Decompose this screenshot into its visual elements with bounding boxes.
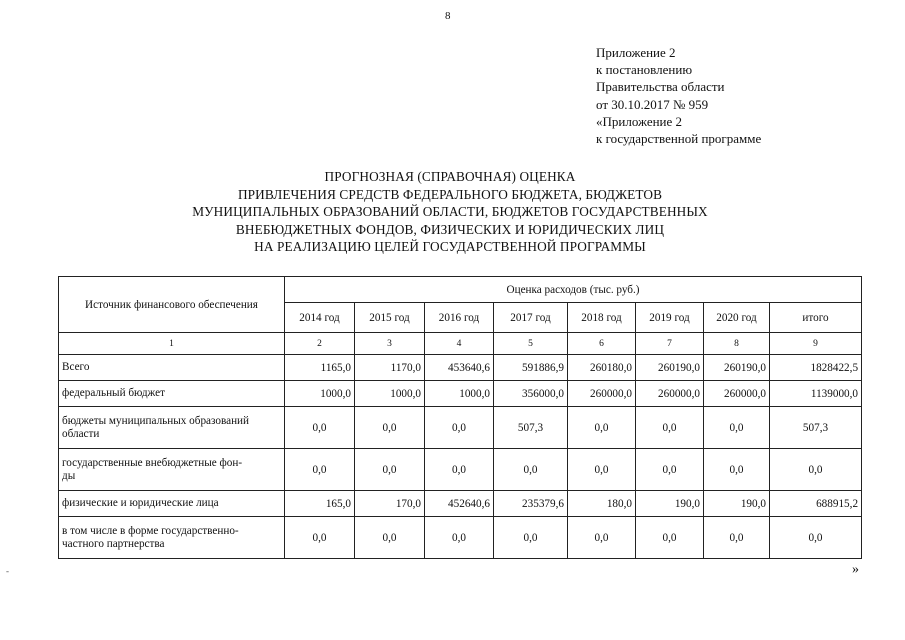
column-number: 8	[704, 333, 770, 355]
row-source-line: ды	[62, 469, 76, 482]
column-number: 1	[59, 333, 285, 355]
column-number: 2	[285, 333, 355, 355]
title-line: НА РЕАЛИЗАЦИЮ ЦЕЛЕЙ ГОСУДАРСТВЕННОЙ ПРОГРАММЫ	[254, 239, 646, 255]
table-row	[59, 381, 862, 407]
funding-table	[58, 276, 862, 559]
appendix-line: Правительства области	[596, 79, 725, 95]
value-cell: 0,0	[285, 449, 355, 491]
value-cell: 453640,6	[425, 355, 494, 381]
value-cell: 260000,0	[636, 381, 704, 407]
column-header: 2016 год	[425, 303, 494, 333]
value-cell: 0,0	[636, 517, 704, 559]
value-cell: 180,0	[568, 491, 636, 517]
value-cell: 260180,0	[568, 355, 636, 381]
row-source-line: Всего	[62, 361, 90, 373]
value-cell: 0,0	[285, 407, 355, 449]
title-line: ВНЕБЮДЖЕТНЫХ ФОНДОВ, ФИЗИЧЕСКИХ И ЮРИДИЧЕСКИХ ЛИЦ	[235, 221, 665, 237]
row-source-line: федеральный бюджет	[62, 387, 165, 399]
value-cell: 0,0	[494, 449, 568, 491]
value-cell: 0,0	[355, 407, 425, 449]
title-line: МУНИЦИПАЛЬНЫХ ОБРАЗОВАНИЙ ОБЛАСТИ, БЮДЖЕТОВ ГОСУДАРСТВЕННЫХ	[192, 204, 708, 220]
column-number: 5	[494, 333, 568, 355]
value-cell: 0,0	[568, 517, 636, 559]
value-cell: 452640,6	[425, 491, 494, 517]
row-source-line: частного партнерства	[62, 537, 165, 550]
title-line: ПРОГНОЗНАЯ (СПРАВОЧНАЯ) ОЦЕНКА	[324, 169, 576, 184]
column-header: 2014 год	[285, 303, 355, 333]
table-row	[59, 407, 862, 449]
row-source-line: государственные внебюджетные фон-	[62, 456, 243, 469]
value-cell: 0,0	[568, 407, 636, 449]
column-header: 2015 год	[355, 303, 425, 333]
value-cell: 1165,0	[285, 355, 355, 381]
column-header: 2017 год	[494, 303, 568, 333]
closing-quote: »	[852, 562, 859, 577]
value-cell: 0,0	[425, 407, 494, 449]
value-cell: 260190,0	[636, 355, 704, 381]
appendix-line: Приложение 2	[596, 45, 676, 60]
value-cell: 0,0	[425, 517, 494, 559]
header-row	[59, 277, 862, 303]
value-cell: 260190,0	[704, 355, 770, 381]
value-cell: 1170,0	[355, 355, 425, 381]
expenses-header: Оценка расходов (тыс. руб.)	[285, 277, 862, 303]
value-cell: 688915,2	[770, 491, 862, 517]
row-source-line: бюджеты муниципальных образований	[62, 414, 250, 427]
margin-mark: -	[6, 566, 9, 576]
value-cell: 235379,6	[494, 491, 568, 517]
value-cell: 0,0	[285, 517, 355, 559]
value-cell: 0,0	[636, 407, 704, 449]
column-number: 6	[568, 333, 636, 355]
column-number: 4	[425, 333, 494, 355]
value-cell: 170,0	[355, 491, 425, 517]
column-number: 9	[770, 333, 862, 355]
value-cell: 0,0	[355, 449, 425, 491]
row-source-cell	[59, 449, 285, 491]
value-cell: 1139000,0	[770, 381, 862, 407]
column-number: 3	[355, 333, 425, 355]
value-cell: 1000,0	[355, 381, 425, 407]
row-source-cell	[59, 491, 285, 517]
value-cell: 507,3	[494, 407, 568, 449]
table-row	[59, 491, 862, 517]
value-cell: 507,3	[770, 407, 862, 449]
value-cell: 0,0	[494, 517, 568, 559]
page-number: 8	[445, 10, 451, 22]
value-cell: 591886,9	[494, 355, 568, 381]
row-source-cell	[59, 381, 285, 407]
value-cell: 0,0	[704, 517, 770, 559]
value-cell: 260000,0	[704, 381, 770, 407]
column-number: 7	[636, 333, 704, 355]
value-cell: 190,0	[704, 491, 770, 517]
table-row	[59, 449, 862, 491]
appendix-block	[596, 44, 761, 147]
row-source-cell	[59, 355, 285, 381]
column-header: 2019 год	[636, 303, 704, 333]
row-source-line: в том числе в форме государственно-	[62, 524, 239, 537]
value-cell: 165,0	[285, 491, 355, 517]
column-header: 2018 год	[568, 303, 636, 333]
title-line: ПРИВЛЕЧЕНИЯ СРЕДСТВ ФЕДЕРАЛЬНОГО БЮДЖЕТА, БЮДЖЕТОВ	[237, 186, 663, 202]
value-cell: 0,0	[704, 407, 770, 449]
value-cell: 0,0	[770, 449, 862, 491]
table-row	[59, 517, 862, 559]
value-cell: 1000,0	[425, 381, 494, 407]
source-header: Источник финансового обеспечения	[59, 277, 285, 333]
value-cell: 0,0	[636, 449, 704, 491]
value-cell: 190,0	[636, 491, 704, 517]
value-cell: 1000,0	[285, 381, 355, 407]
appendix-line: к постановлению	[596, 62, 693, 78]
table-row	[59, 355, 862, 381]
value-cell: 1828422,5	[770, 355, 862, 381]
row-source-cell	[59, 517, 285, 559]
value-cell: 0,0	[568, 449, 636, 491]
value-cell: 356000,0	[494, 381, 568, 407]
value-cell: 0,0	[704, 449, 770, 491]
row-source-line: области	[62, 427, 100, 440]
value-cell: 0,0	[355, 517, 425, 559]
value-cell: 0,0	[425, 449, 494, 491]
row-source-cell	[59, 407, 285, 449]
appendix-line: «Приложение 2	[596, 113, 683, 129]
column-header: итого	[770, 303, 862, 333]
value-cell: 260000,0	[568, 381, 636, 407]
appendix-line: к государственной программе	[596, 131, 762, 147]
column-number-row	[59, 333, 862, 355]
column-header: 2020 год	[704, 303, 770, 333]
document-title	[150, 168, 750, 256]
row-source-line: физические и юридические лица	[62, 497, 219, 509]
value-cell: 0,0	[770, 517, 862, 559]
appendix-line: от 30.10.2017 № 959	[596, 96, 709, 112]
